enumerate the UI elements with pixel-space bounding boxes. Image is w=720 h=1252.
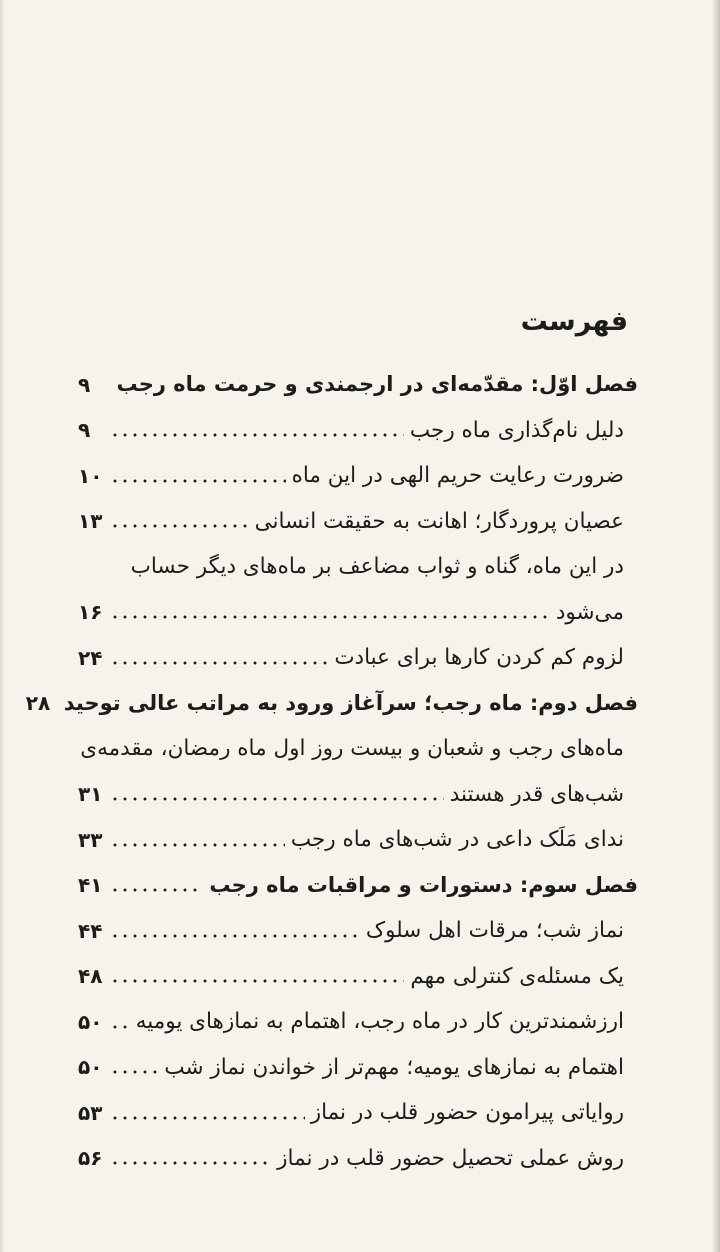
toc-section-row: [78, 726, 638, 772]
toc-section-row: [78, 408, 638, 454]
toc-section-row: [78, 1045, 638, 1091]
page-number: ۹: [78, 418, 91, 443]
table-of-contents: [25, 362, 638, 1181]
page-number: ۴۴: [78, 918, 103, 943]
section-title: دلیل نام‌گذاری ماه رجب: [409, 417, 624, 443]
toc-section-row: [78, 590, 638, 636]
dot-leader: [110, 524, 249, 528]
chapter-title: فصل دوم: ماه رجب؛ سرآغاز ورود به مراتب عالی توحید: [63, 690, 638, 715]
toc-section-row: [78, 499, 638, 545]
page-number: ۵۶: [78, 1146, 103, 1171]
page-number: ۵۰: [78, 1009, 103, 1034]
dot-leader: [110, 934, 360, 938]
toc-section-row: [78, 908, 638, 954]
section-title: روایاتی پیرامون حضور قلب در نماز: [310, 1100, 624, 1125]
section-title: ضرورت رعایت حریم الهی در این ماه: [291, 463, 624, 488]
page-number: ۲۴: [78, 645, 103, 670]
toc-section-row: [78, 453, 638, 499]
page-number: ۴۸: [78, 964, 103, 989]
chapter-title: فصل اوّل: مقدّمه‌ای در ارجمندی و حرمت ماه رجب: [116, 372, 638, 397]
section-title: نماز شب؛ مرقات اهل سلوک: [365, 918, 624, 943]
section-title: ندای مَلَک داعی در شب‌های ماه رجب: [290, 827, 624, 852]
section-title: در این ماه، گناه و ثواب مضاعف بر ماه‌های دیگر حساب: [130, 554, 624, 579]
dot-leader: [110, 1116, 305, 1120]
page-number: ۱۰: [78, 463, 103, 488]
toc-section-row: [78, 817, 638, 863]
dot-leader: [110, 888, 203, 892]
toc-section-row: [78, 772, 638, 818]
page-number: ۱۶: [78, 600, 103, 625]
page-number: ۴۱: [78, 873, 103, 898]
toc-chapter-row: [78, 362, 638, 408]
toc-chapter-row: [78, 863, 638, 909]
section-title: ارزشمندترین کار در ماه رجب، اهتمام به نمازهای یومیه: [135, 1009, 624, 1034]
page-number: ۳۳: [78, 827, 103, 852]
dot-leader: [110, 1161, 271, 1165]
page-edge-right: [712, 0, 720, 1252]
page-number: ۳۱: [78, 782, 103, 807]
dot-leader: [110, 615, 550, 619]
toc-section-row: [78, 544, 638, 590]
dot-leader: [110, 979, 404, 983]
section-title: شب‌های قدر هستند: [449, 781, 624, 807]
page-number: ۲۸: [25, 691, 51, 716]
toc-section-row: [78, 635, 638, 681]
dot-leader: [110, 1025, 130, 1029]
section-title: ماه‌های رجب و شعبان و بیست روز اول ماه رمضان، مقدمه‌ی: [80, 736, 624, 761]
page-number: ۵۳: [78, 1100, 103, 1125]
page-edge-left: [0, 0, 5, 1252]
toc-chapter-row: [25, 681, 638, 727]
dot-leader: [110, 1070, 158, 1074]
section-title: می‌شود: [555, 599, 624, 625]
page-number: ۵۰: [78, 1055, 103, 1080]
section-title: عصیان پروردگار؛ اهانت به حقیقت انسانی: [254, 508, 624, 534]
toc-title: فهرست: [520, 306, 628, 337]
section-title: یک مسئله‌ی کنترلی مهم: [410, 963, 624, 989]
dot-leader: [110, 843, 285, 847]
section-title: روش عملی تحصیل حضور قلب در نماز: [277, 1145, 624, 1171]
toc-section-row: [78, 1090, 638, 1136]
page-number: ۱۳: [78, 509, 103, 534]
dot-leader: [110, 479, 286, 483]
toc-section-row: [78, 999, 638, 1045]
chapter-title: فصل سوم: دستورات و مراقبات ماه رجب: [209, 872, 638, 897]
dot-leader: [110, 433, 404, 437]
dot-leader: [110, 661, 328, 665]
section-title: اهتمام به نمازهای یومیه؛ مهم‌تر از خواندن نماز شب: [164, 1054, 624, 1080]
page-number: ۹: [78, 372, 91, 397]
section-title: لزوم کم کردن کارها برای عبادت: [334, 645, 624, 670]
toc-section-row: [78, 1136, 638, 1182]
toc-section-row: [78, 954, 638, 1000]
dot-leader: [110, 797, 444, 801]
